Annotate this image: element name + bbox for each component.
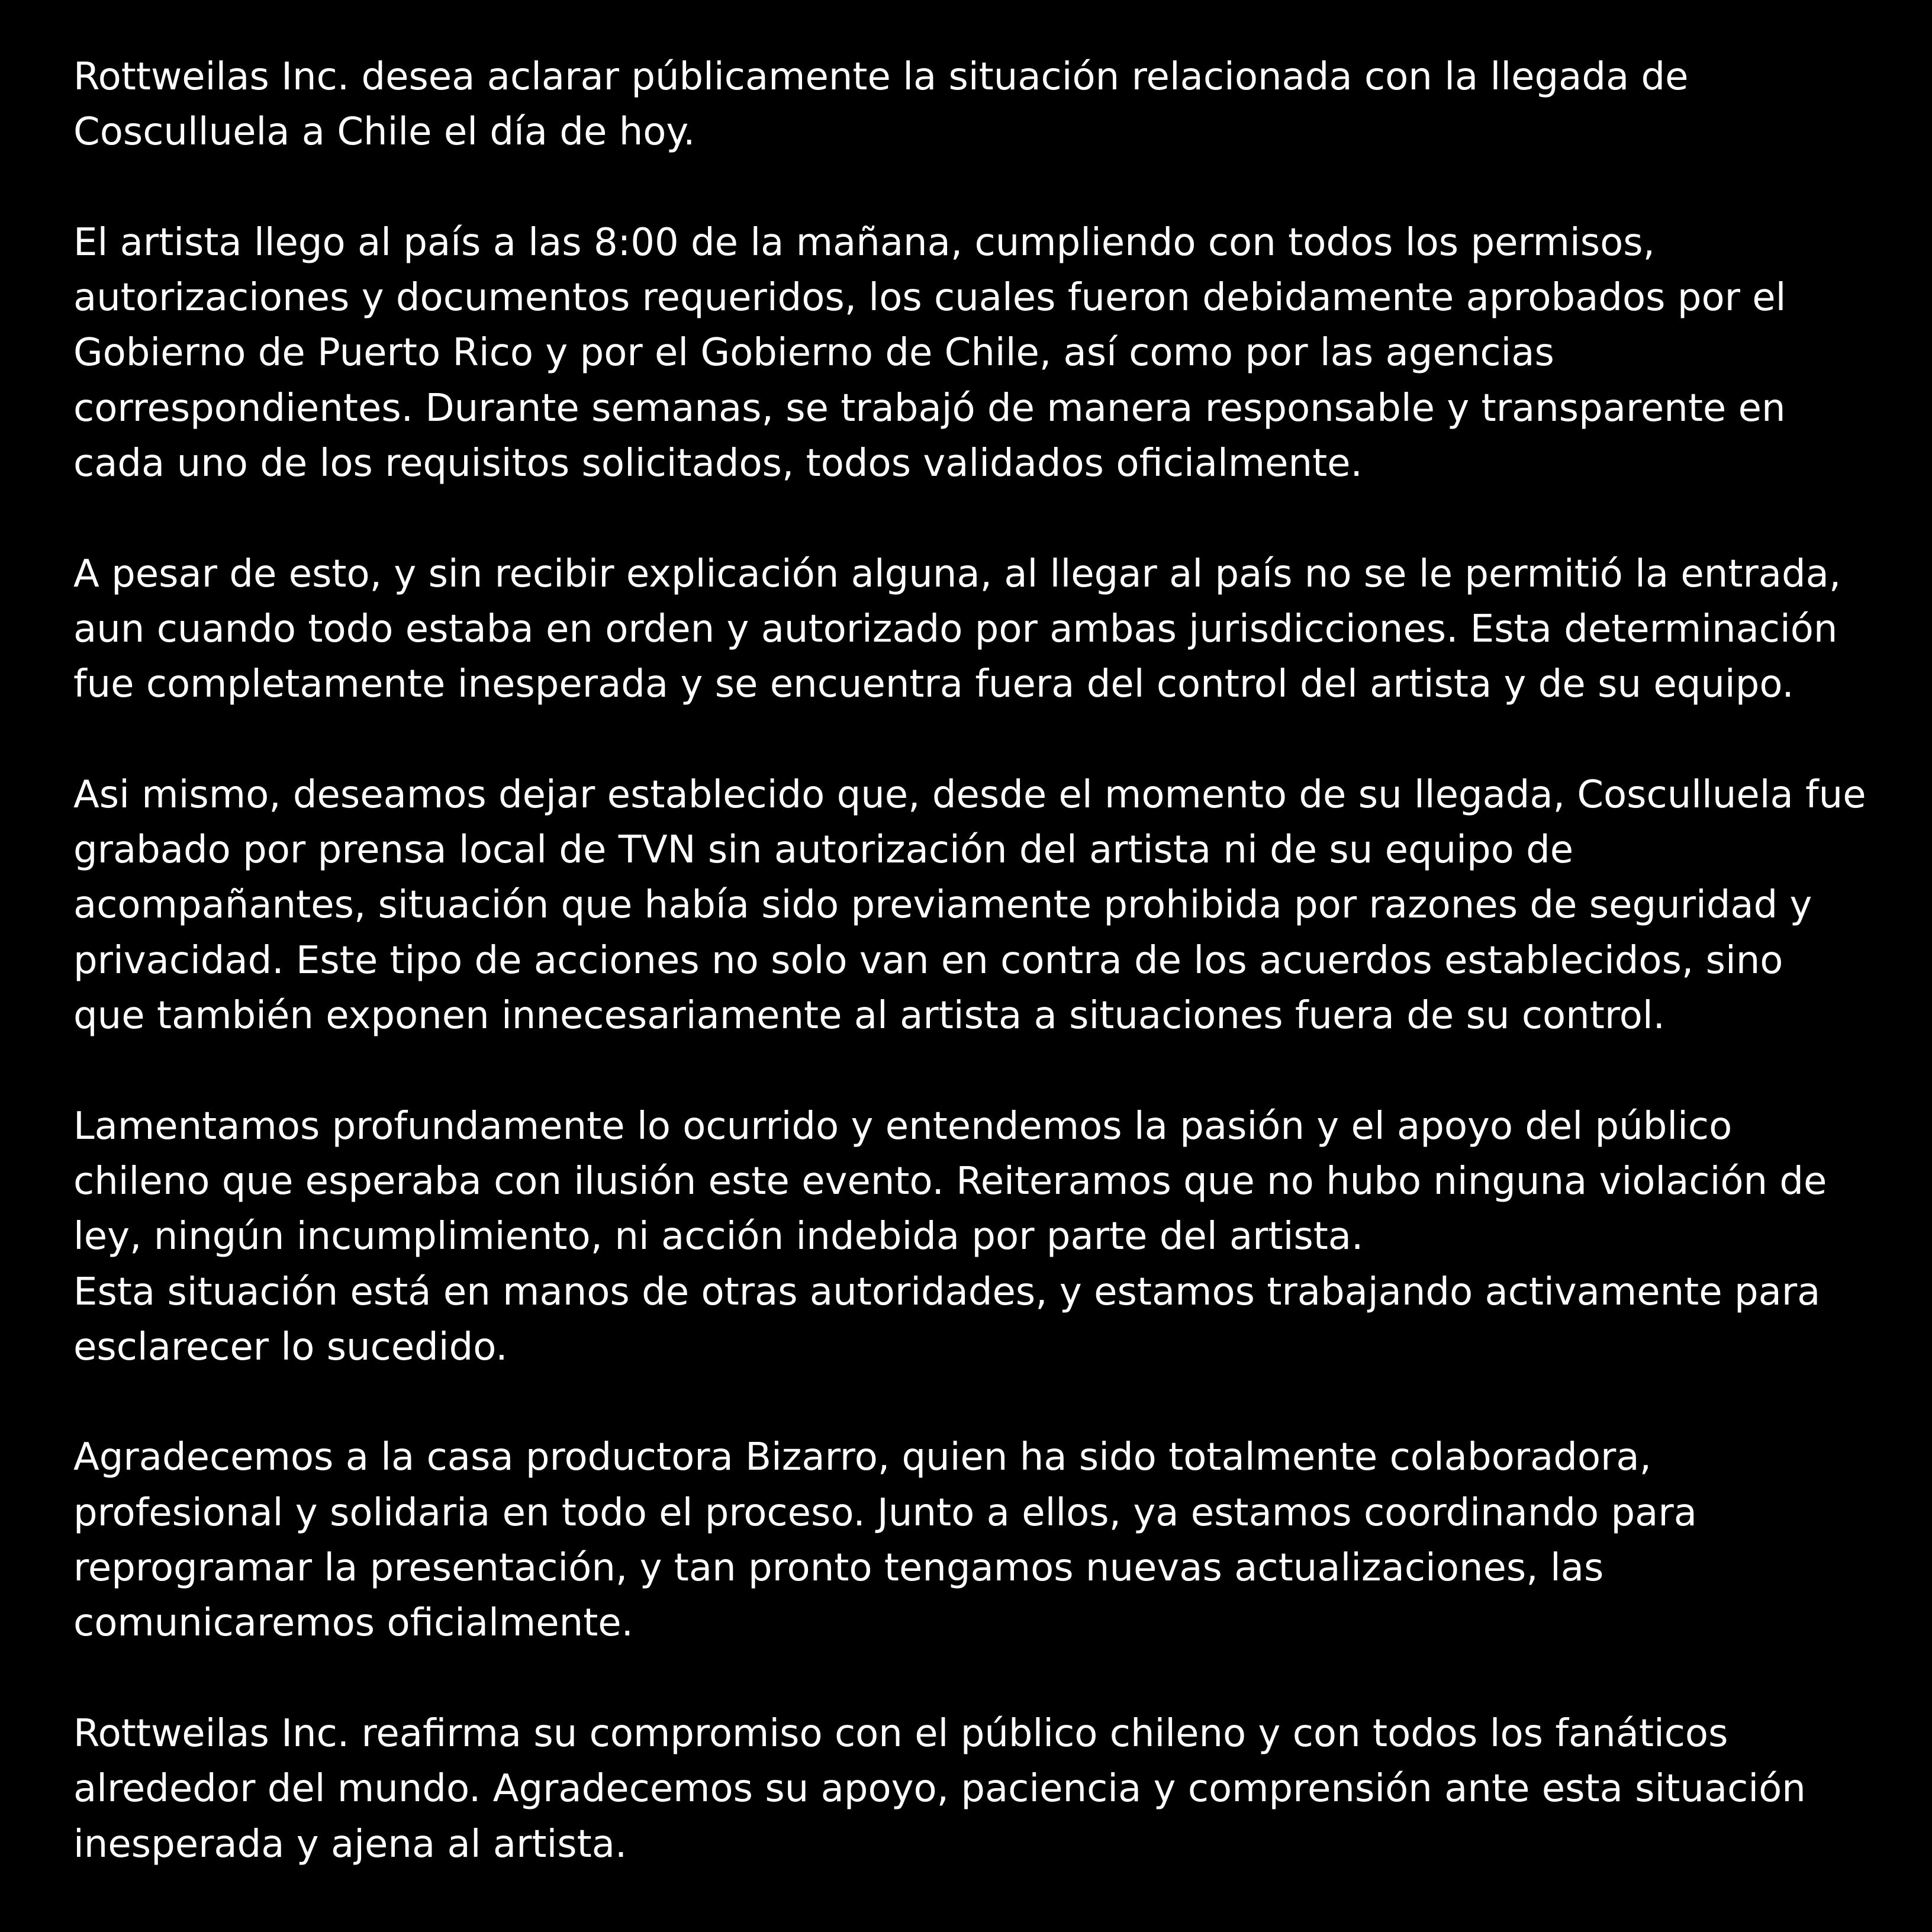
statement-paragraph-producer-thanks: Agradecemos a la casa productora Bizarro, quien ha sido totalmente colaboradora, profesional y solidaria en todo el proceso. Junto a ellos, ya estamos coordinando para reprogramar la presentación, y tan pronto tengamos nuevas actualizaciones, las comunicaremos oficialmente. bbox=[73, 1435, 1697, 1646]
press-statement bbox=[73, 50, 1873, 1872]
statement-paragraph-press-recording: Asi mismo, deseamos dejar establecido que, desde el momento de su llegada, Cosculluela fue grabado por prensa local de TVN sin autorización del artista ni de su equipo de acompañantes, situación que había sido previamente prohibida por razones de seguridad y privacidad. Este tipo de acciones no solo van en contra de los acuerdos establecidos, sino que también exponen innecesariamente al artista a situaciones fuera de su control. bbox=[73, 772, 1866, 1038]
statement-paragraph-commitment: Rottweilas Inc. reafirma su compromiso con el público chileno y con todos los fanáticos alrededor del mundo. Agradecemos su apoyo, paciencia y comprensión ante esta situación inesperada y ajena al artista. bbox=[73, 1711, 1806, 1866]
statement-paragraph-entry-denied: A pesar de esto, y sin recibir explicación alguna, al llegar al país no se le permitió la entrada, aun cuando todo estaba en orden y autorizado por ambas jurisdicciones. Esta determinación fue completamente inesperada y se encuentra fuera del control del artista y de su equipo. bbox=[73, 552, 1841, 707]
statement-paragraph-arrival: El artista llego al país a las 8:00 de la mañana, cumpliendo con todos los permisos, autorizaciones y documentos requeridos, los cuales fueron debidamente aprobados por el Gobierno de Puerto Rico y por el Gobierno de Chile, así como por las agencias correspondientes. Durante semanas, se trabajó de manera responsable y transparente en cada uno de los requisitos solicitados, todos validados oficialmente. bbox=[73, 220, 1786, 486]
statement-paragraph-intro: Rottweilas Inc. desea aclarar públicamente la situación relacionada con la llegada de Cosculluela a Chile el día de hoy. bbox=[73, 55, 1689, 154]
statement-paragraph-regret: Lamentamos profundamente lo ocurrido y entendemos la pasión y el apoyo del público chileno que esperaba con ilusión este evento. Reiteramos que no hubo ninguna violación de ley, ningún incumplimiento, ni acción indebida por parte del artista. Esta situación está en manos de otras autoridades, y estamos trabajando activamente para esclarecer lo sucedido. bbox=[73, 1104, 1827, 1369]
